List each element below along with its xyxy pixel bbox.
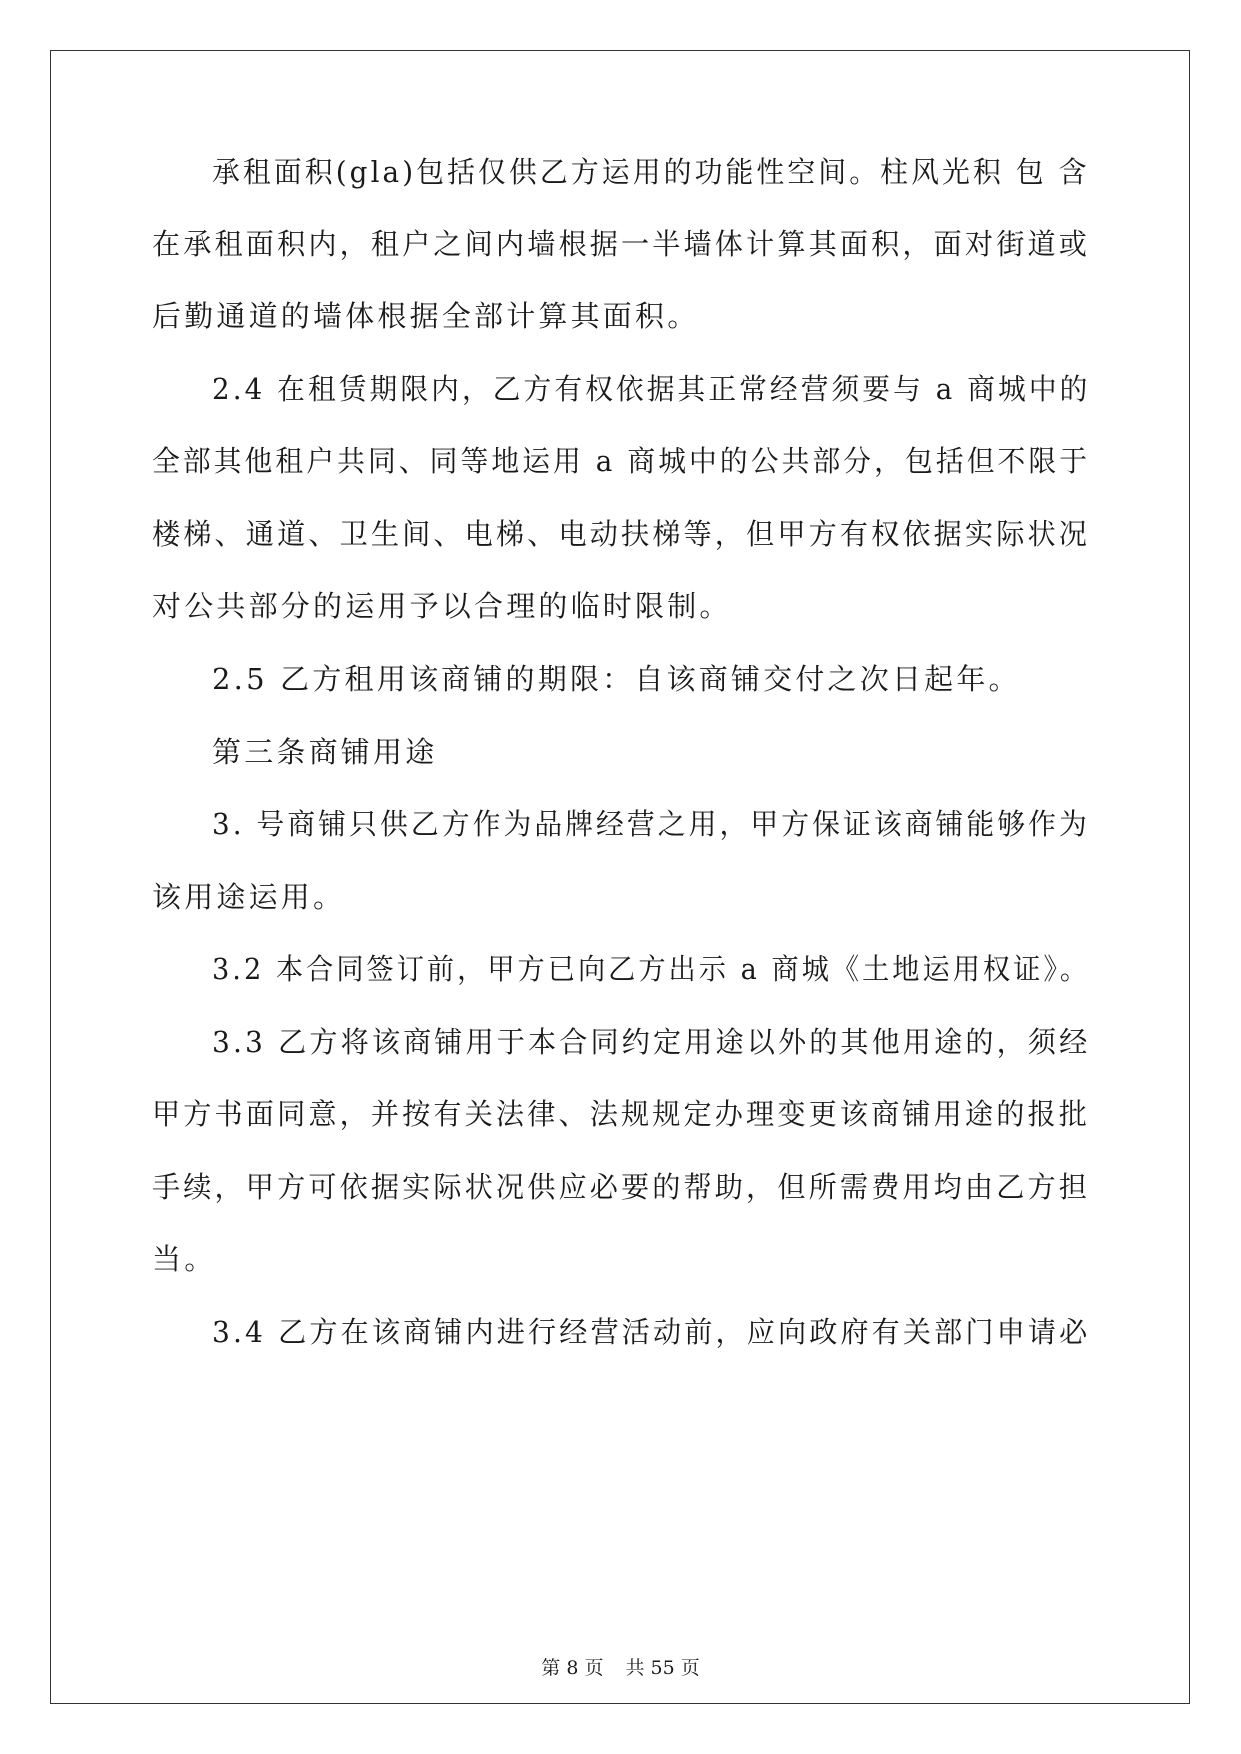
text-line: 3. 号商铺只供乙方作为品牌经营之用，甲方保证该商铺能够作为 [212,807,1090,841]
text-line: 甲方书面同意，并按有关法律、法规规定办理变更该商铺用途的报批 [152,1097,1091,1131]
text-line: 在承租面积内，租户之间内墙根据一半墙体计算其面积，面对街道或 [152,227,1091,261]
text-line: 该用途运用。 [152,880,346,914]
text-line: 3.3 乙方将该商铺用于本合同约定用途以外的其他用途的，须经 [212,1025,1091,1059]
text-line: 3.4 乙方在该商铺内进行经营活动前，应向政府有关部门申请必 [212,1315,1091,1349]
text-line: 后勤通道的墙体根据全部计算其面积。 [152,299,700,333]
section-heading: 第三条商铺用途 [212,735,438,769]
page-number-current: 第 8 页 [541,1657,604,1679]
page-footer [0,1656,1241,1680]
text-line: 2.4 在租赁期限内，乙方有权依据其正常经营须要与 a 商城中的 [212,372,1091,406]
text-line: 楼梯、通道、卫生间、电梯、电动扶梯等，但甲方有权依据实际状况 [152,517,1091,551]
text-line: 手续，甲方可依据实际状况供应必要的帮助，但所需费用均由乙方担 [152,1170,1091,1204]
text-line: 3.2 本合同签订前，甲方已向乙方出示 a 商城《土地运用权证》。 [212,952,1091,986]
text-line: 2.5 乙方租用该商铺的期限：自该商铺交付之次日起年。 [212,662,1021,696]
page-number-total: 共 55 页 [625,1657,700,1679]
text-line: 全部其他租户共同、同等地运用 a 商城中的公共部分，包括但不限于 [152,444,1091,478]
text-line: 对公共部分的运用予以合理的临时限制。 [152,589,732,623]
text-line: 当。 [152,1242,217,1276]
text-line: 承租面积(gla)包括仅供乙方运用的功能性空间。柱风光积 包 含 [212,155,1090,189]
